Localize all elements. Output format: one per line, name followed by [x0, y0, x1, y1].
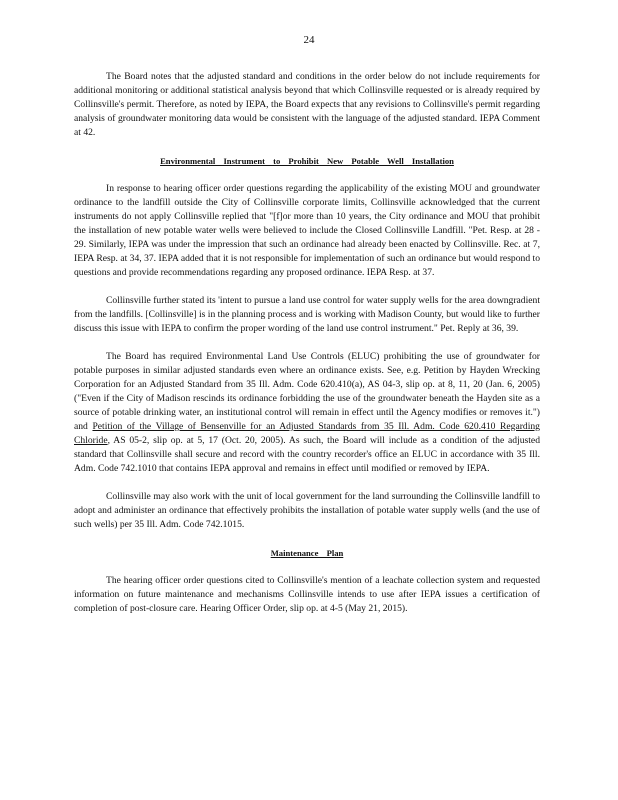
paragraph-land-use-control: Collinsville further stated its 'intent to pursue a land use control for water supply wells for the area downgradient from the landfills. [Collinsville] is in the planning process and is working with Madison County, but would like to further discuss this issue with IEPA to confirm the proper wording of the land use control instrument." Pet. Reply at 36, 39. [74, 295, 540, 334]
section-heading-text: Maintenance Plan [270, 548, 344, 558]
eluc-text-2: , AS 04-3, slip op. at 8, 11, 20 (Jan. 6, 2005) ("Even if the City of Madison rescinds its ordinance forbidding the use of the groundwater beneath the Hayden site as a source of potable drinking water, an institutional control will remain in effect until the Agency modifies or removes it.") and [74, 379, 540, 432]
eluc-text-4: , AS 05-2, slip op. at 5, 17 (Oct. 20, 2005). As such, the Board will include as a condition of the adjusted standard that Collinsville shall secure and record with the country recorder's office an ELUC in accordance with 35 Ill. Adm. Code 742.1010 that contains IEPA approval and remains in effect until modified or removed by IEPA. [74, 435, 540, 474]
section-heading-maintenance-plan [74, 546, 540, 560]
eluc-text-1: The Board has required Environmental Land Use Controls (ELUC) prohibiting the use of groundwater for potable purposes in similar adjusted standards even where an ordinance exists. See, e.g. Petition by Hayden Wrecking Corporation for an Adjusted Standard from 35 Ill. Adm. Code 620.410(a) [74, 351, 540, 390]
eluc-citation-bensenville: Petition of the Village of Bensenville for an Adjusted Standards from 35 Ill. Adm. Code 620.410 Regarding Chloride [74, 421, 540, 446]
paragraph-maintenance: The hearing officer order questions cited to Collinsville's mention of a leachate collection system and requested information on future maintenance and mechanisms Collinsville intends to use after IEPA issues a certification of completion of post-closure care. Hearing Officer Order, slip op. at 4-5 (May 21, 2015). [74, 575, 540, 614]
paragraph-mou-ordinance: In response to hearing officer order questions regarding the applicability of the existing MOU and groundwater ordinance to the landfill outside the City of Collinsville corporate limits, Collinsville acknowledged that the current instruments do not apply Collinsville replied that "[f]or more than 10 years, the City ordinance and MOU that prohibit the installation of new potable water wells were believed to include the Closed Collinsville Landfill. "Pet. Resp. at 28 - 29. Similarly, IEPA was under the impression that such an ordinance had already been enacted by Collinsville. Rec. at 7, IEPA Resp. at 34, 37. IEPA added that it is not responsible for implementation of such an ordinance but would respond to questions and provide recommendations regarding any proposed ordinance. IEPA Resp. at 37. [74, 183, 540, 278]
page-number: 24 [303, 34, 315, 46]
paragraph-local-ordinance: Collinsville may also work with the unit of local government for the land surrounding the Collinsville landfill to adopt and administer an ordinance that effectively prohibits the installation of potable water supply wells (and the use of such wells) per 35 Ill. Adm. Code 742.1015. [74, 491, 540, 530]
section-heading-environmental-instrument [74, 154, 540, 168]
paragraph-eluc [74, 350, 540, 476]
document-body [74, 70, 540, 630]
section-heading-text: Environmental Instrument to Prohibit New Potable Well Installation [160, 156, 454, 166]
paragraph-adjusted-standard: The Board notes that the adjusted standard and conditions in the order below do not include requirements for additional monitoring or additional statistical analysis beyond that which Collinsville requested or is already required by Collinsville's permit. Therefore, as noted by IEPA, the Board expects that any revisions to Collinsville's permit regarding analysis of groundwater monitoring data would be consistent with the language of the adjusted standard. IEPA Comment at 42. [74, 71, 540, 138]
